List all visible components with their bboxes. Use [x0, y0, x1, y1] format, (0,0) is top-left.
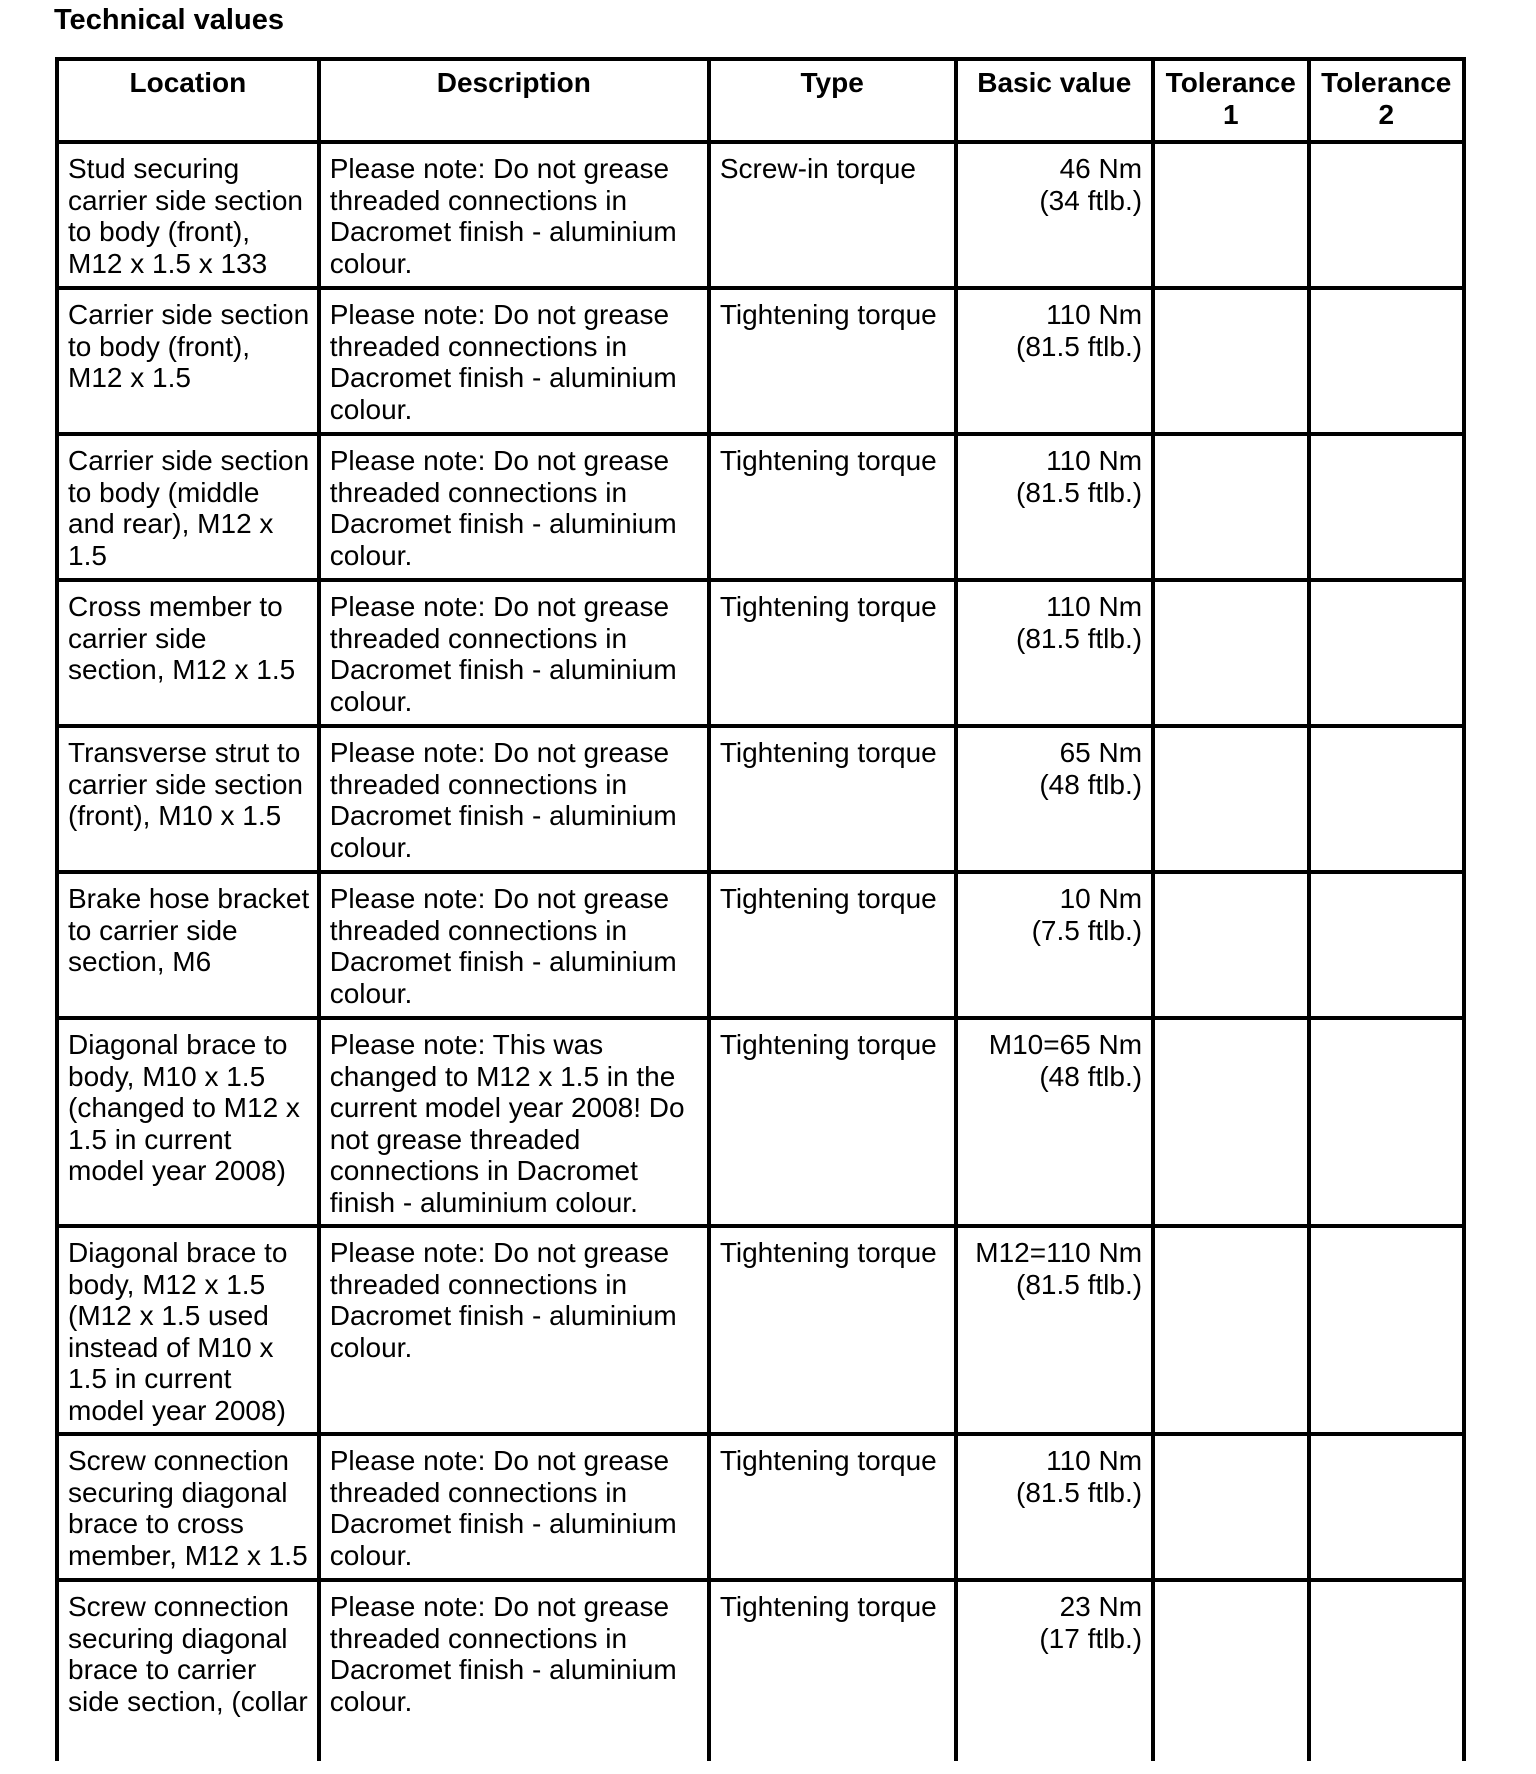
description-line: Dacromet finish - aluminium [329, 800, 677, 831]
location-line: Transverse strut to [68, 737, 301, 768]
description-line: Dacromet finish - aluminium [329, 1300, 677, 1331]
location-line: instead of M10 x [68, 1331, 274, 1363]
location-line: 1.5 in current [68, 1363, 232, 1394]
basic-value-line: (81.5 ftlb.) [1016, 330, 1143, 362]
location-cell [57, 726, 319, 872]
description-line: Dacromet finish - aluminium [329, 1508, 677, 1539]
location-line: Cross member to [68, 591, 283, 622]
location-line: body, M12 x 1.5 [68, 1268, 266, 1300]
location-line: (M12 x 1.5 used [68, 1300, 269, 1331]
description-line: threaded connections in [329, 1622, 628, 1654]
description-cell [319, 1434, 709, 1580]
description-cell [319, 1580, 709, 1761]
tolerance-2-cell [1309, 142, 1465, 288]
description-line: colour. [329, 831, 413, 863]
technical-values-table [55, 57, 1466, 1761]
location-line: Screw connection [68, 1445, 290, 1476]
location-line: brace to cross [68, 1508, 244, 1539]
location-cell [57, 288, 319, 434]
description-line: Please note: Do not grease [329, 883, 670, 914]
tolerance-2-cell [1309, 872, 1465, 1018]
basic-value-line: M10=65 Nm [988, 1029, 1143, 1060]
basic-value-line: (7.5 ftlb.) [1031, 914, 1143, 946]
type-cell: Tightening torque [709, 1434, 956, 1580]
location-line: body, M10 x 1.5 [68, 1060, 266, 1092]
location-line: model year 2008) [68, 1394, 286, 1426]
location-line: securing diagonal [68, 1622, 288, 1654]
tolerance-2-cell [1309, 1018, 1465, 1226]
header-description: Description [319, 59, 709, 142]
tolerance-2-cell [1309, 288, 1465, 434]
table-row [57, 726, 1464, 872]
description-line: colour. [329, 1331, 413, 1363]
description-cell [319, 142, 709, 288]
type-cell: Tightening torque [709, 726, 956, 872]
header-tolerance-1-line: 1 [1222, 98, 1239, 130]
location-cell [57, 1434, 319, 1580]
description-line: threaded connections in [329, 1268, 628, 1300]
location-line: carrier side [68, 622, 207, 654]
tolerance-1-cell [1153, 580, 1308, 726]
basic-value-line: 110 Nm [1046, 591, 1143, 622]
table-body [57, 142, 1464, 1761]
table-row [57, 872, 1464, 1018]
basic-value-line: M12=110 Nm [975, 1237, 1143, 1268]
basic-value-line: (81.5 ftlb.) [1016, 476, 1143, 508]
basic-value-line: (17 ftlb.) [1039, 1622, 1143, 1654]
description-line: Dacromet finish - aluminium [329, 508, 677, 539]
description-cell [319, 288, 709, 434]
table-row [57, 434, 1464, 580]
table-row [57, 1018, 1464, 1226]
description-line: Dacromet finish - aluminium [329, 1654, 677, 1685]
tolerance-1-cell [1153, 726, 1308, 872]
description-line: colour. [329, 685, 413, 717]
description-line: Please note: Do not grease [329, 1237, 670, 1268]
table-row [57, 288, 1464, 434]
location-line: member, M12 x 1.5 [68, 1539, 308, 1571]
description-line: not grease threaded [329, 1123, 581, 1155]
description-line: Please note: Do not grease [329, 591, 670, 622]
basic-value-line: (81.5 ftlb.) [1016, 1268, 1143, 1300]
description-line: Dacromet finish - aluminium [329, 216, 677, 247]
type-cell: Tightening torque [709, 580, 956, 726]
description-line: Please note: Do not grease [329, 1591, 670, 1622]
type-cell: Screw-in torque [709, 142, 956, 288]
table-row [57, 1226, 1464, 1434]
header-tolerance-1-line: Tolerance [1165, 67, 1296, 98]
header-row [57, 59, 1464, 142]
location-line: Stud securing [68, 153, 240, 184]
location-cell [57, 872, 319, 1018]
basic-value-cell [956, 872, 1154, 1018]
description-line: changed to M12 x 1.5 in the [329, 1060, 676, 1092]
tolerance-1-cell [1153, 872, 1308, 1018]
basic-value-cell [956, 1434, 1154, 1580]
description-line: connections in Dacromet [329, 1155, 638, 1186]
description-line: colour. [329, 1539, 413, 1571]
basic-value-line: 110 Nm [1046, 1445, 1143, 1476]
location-line: to carrier side [68, 914, 238, 946]
description-line: threaded connections in [329, 1476, 628, 1508]
description-cell [319, 580, 709, 726]
description-line: threaded connections in [329, 330, 628, 362]
basic-value-cell [956, 580, 1154, 726]
basic-value-cell [956, 1580, 1154, 1761]
table-row [57, 142, 1464, 288]
header-tolerance-1 [1153, 59, 1308, 142]
basic-value-line: 46 Nm [1059, 153, 1143, 184]
header-tolerance-2-line: 2 [1378, 98, 1395, 130]
location-line: side section, (collar [68, 1685, 308, 1717]
description-line: colour. [329, 977, 413, 1009]
header-basic-value: Basic value [956, 59, 1154, 142]
basic-value-cell [956, 288, 1154, 434]
header-type: Type [709, 59, 956, 142]
tolerance-1-cell [1153, 1580, 1308, 1761]
basic-value-line: 23 Nm [1059, 1591, 1143, 1622]
basic-value-line: 65 Nm [1059, 737, 1143, 768]
basic-value-line: (81.5 ftlb.) [1016, 1476, 1143, 1508]
tolerance-1-cell [1153, 1018, 1308, 1226]
location-line: carrier side section [68, 768, 303, 800]
description-line: colour. [329, 539, 413, 571]
description-line: threaded connections in [329, 184, 628, 216]
location-line: Carrier side section [68, 445, 310, 476]
location-line: Diagonal brace to [68, 1029, 288, 1060]
tolerance-1-cell [1153, 288, 1308, 434]
type-cell: Tightening torque [709, 872, 956, 1018]
location-cell [57, 142, 319, 288]
basic-value-line: (81.5 ftlb.) [1016, 622, 1143, 654]
tolerance-2-cell [1309, 434, 1465, 580]
basic-value-line: (34 ftlb.) [1039, 184, 1143, 216]
type-cell: Tightening torque [709, 434, 956, 580]
description-line: Dacromet finish - aluminium [329, 654, 677, 685]
tolerance-2-cell [1309, 1226, 1465, 1434]
description-line: colour. [329, 247, 413, 279]
location-line: Carrier side section [68, 299, 310, 330]
description-line: Please note: This was [329, 1029, 604, 1060]
location-line: section, M6 [68, 946, 212, 977]
description-line: colour. [329, 1685, 413, 1717]
description-line: threaded connections in [329, 476, 628, 508]
description-line: Please note: Do not grease [329, 153, 670, 184]
type-cell: Tightening torque [709, 1226, 956, 1434]
description-line: Please note: Do not grease [329, 737, 670, 768]
tolerance-2-cell [1309, 726, 1465, 872]
tolerance-1-cell [1153, 434, 1308, 580]
description-line: Dacromet finish - aluminium [329, 946, 677, 977]
location-line: Diagonal brace to [68, 1237, 288, 1268]
header-tolerance-2-line: Tolerance [1321, 67, 1452, 98]
location-line: M12 x 1.5 x 133 [68, 247, 268, 279]
tolerance-2-cell [1309, 1580, 1465, 1761]
location-line: and rear), M12 x [68, 508, 274, 539]
location-line: to body (middle [68, 476, 260, 508]
location-line: (changed to M12 x [68, 1092, 300, 1123]
description-line: Dacromet finish - aluminium [329, 362, 677, 393]
description-line: threaded connections in [329, 914, 628, 946]
basic-value-cell [956, 1018, 1154, 1226]
basic-value-line: 110 Nm [1046, 445, 1143, 476]
description-line: finish - aluminium colour. [329, 1186, 638, 1218]
tolerance-1-cell [1153, 1434, 1308, 1580]
type-cell: Tightening torque [709, 288, 956, 434]
location-line: section, M12 x 1.5 [68, 654, 296, 685]
location-cell [57, 1226, 319, 1434]
description-line: Please note: Do not grease [329, 299, 670, 330]
basic-value-cell [956, 434, 1154, 580]
location-cell [57, 1580, 319, 1761]
tolerance-1-cell [1153, 1226, 1308, 1434]
location-line: Screw connection [68, 1591, 290, 1622]
location-line: (front), M10 x 1.5 [68, 800, 282, 831]
location-cell [57, 580, 319, 726]
location-line: to body (front), [68, 330, 251, 362]
table-header [57, 59, 1464, 142]
table-row [57, 1434, 1464, 1580]
location-line: M12 x 1.5 [68, 362, 191, 393]
description-line: current model year 2008! Do [329, 1092, 685, 1123]
table-row [57, 1580, 1464, 1761]
basic-value-line: 110 Nm [1046, 299, 1143, 330]
header-location: Location [57, 59, 319, 142]
description-cell [319, 1018, 709, 1226]
description-line: threaded connections in [329, 768, 628, 800]
location-line: carrier side section [68, 184, 303, 216]
location-line: securing diagonal [68, 1476, 288, 1508]
location-line: model year 2008) [68, 1155, 286, 1186]
basic-value-line: 10 Nm [1059, 883, 1143, 914]
basic-value-line: (48 ftlb.) [1039, 768, 1143, 800]
location-line: 1.5 [68, 539, 107, 571]
location-line: to body (front), [68, 216, 251, 247]
basic-value-line: (48 ftlb.) [1039, 1060, 1143, 1092]
table-row [57, 580, 1464, 726]
description-cell [319, 434, 709, 580]
tolerance-2-cell [1309, 580, 1465, 726]
location-line: Brake hose bracket [68, 883, 310, 914]
page-title: Technical values [54, 4, 284, 36]
tolerance-1-cell [1153, 142, 1308, 288]
description-line: Please note: Do not grease [329, 1445, 670, 1476]
basic-value-cell [956, 1226, 1154, 1434]
header-tolerance-2 [1309, 59, 1465, 142]
description-line: threaded connections in [329, 622, 628, 654]
description-cell [319, 726, 709, 872]
description-cell [319, 1226, 709, 1434]
type-cell: Tightening torque [709, 1018, 956, 1226]
location-line: brace to carrier [68, 1654, 257, 1685]
basic-value-cell [956, 726, 1154, 872]
location-line: 1.5 in current [68, 1123, 232, 1155]
location-cell [57, 434, 319, 580]
description-line: colour. [329, 393, 413, 425]
basic-value-cell [956, 142, 1154, 288]
description-cell [319, 872, 709, 1018]
location-cell [57, 1018, 319, 1226]
description-line: Please note: Do not grease [329, 445, 670, 476]
tolerance-2-cell [1309, 1434, 1465, 1580]
type-cell: Tightening torque [709, 1580, 956, 1761]
